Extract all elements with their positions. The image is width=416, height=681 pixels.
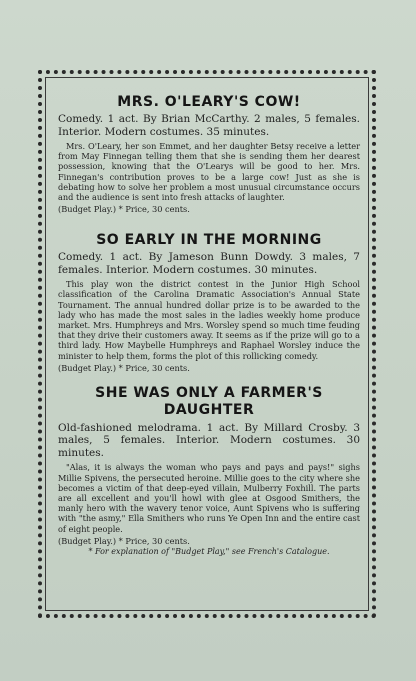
play-entry-so-early-in-the-morning (58, 232, 360, 373)
play-entry-mrs-olearys-cow (58, 94, 360, 214)
play-title: SHE WAS ONLY A FARMER'S DAUGHTER (95, 384, 323, 418)
play-description: "Alas, it is always the woman who pays and pays and pays!" sighs Millie Spivens, the persecuted heroine. Millie goes to the city where she becomes a victim of that deep-eyed villain, Mulberry Foxhill. The parts are all excellent and you'll howl with glee at Osgood Smithers, the manly hero with the wavery tenor voice, Aunt Spivens who is suffering with "the asmy," Ella Smithers who runs Ye Open Inn and the entire cast of eight people. (58, 462, 360, 534)
play-meta: Old-fashioned melodrama. 1 act. By Millard Crosby. 3 males, 5 females. Interior. Modern costumes. 30 minutes. (58, 421, 360, 459)
play-description: This play won the district contest in the Junior High School classification of the Carolina Dramatic Association's Annual State Tournament. The annual hundred dollar prize is to be awarded to the lady who has made the most sales in the ladies weekly home produce market. Mrs. Humphreys and Mrs. Worsley spend so much time feuding that they drive their customers away. It seems as if the prize will go to a third lady. How Maybelle Humphreys and Raphael Worsley induce the minister to help them, forms the plot of this rollicking comedy. (58, 279, 360, 361)
budget-play-footnote: * For explanation of "Budget Play," see French's Catalogue. (88, 546, 330, 556)
play-price: (Budget Play.) * Price, 30 cents. (58, 362, 190, 373)
play-description: Mrs. O'Leary, her son Emmet, and her daughter Betsy receive a letter from May Finnegan telling them that she is sending them her dearest possession, knowing that the O'Learys will be good to her. Mrs. Finnegan's contribution proves to be a large cow! Just as she is debating how to solve her problem a most unusual circumstance occurs and the audience is sent into fresh attacks of laughter. (58, 141, 360, 203)
play-price: (Budget Play.) * Price, 30 cents. (58, 535, 190, 546)
play-meta: Comedy. 1 act. By Brian McCarthy. 2 males, 5 females. Interior. Modern costumes. 35 minutes. (58, 113, 360, 138)
catalog-content (58, 88, 360, 557)
play-title: SO EARLY IN THE MORNING (96, 232, 322, 249)
play-entry-farmers-daughter (58, 385, 360, 557)
play-title: MRS. O'LEARY'S COW! (117, 94, 301, 110)
play-meta: Comedy. 1 act. By Jameson Bunn Dowdy. 3 males, 7 females. Interior. Modern costumes. 30 minutes. (58, 251, 360, 276)
play-price: (Budget Play.) * Price, 30 cents. (58, 204, 190, 215)
